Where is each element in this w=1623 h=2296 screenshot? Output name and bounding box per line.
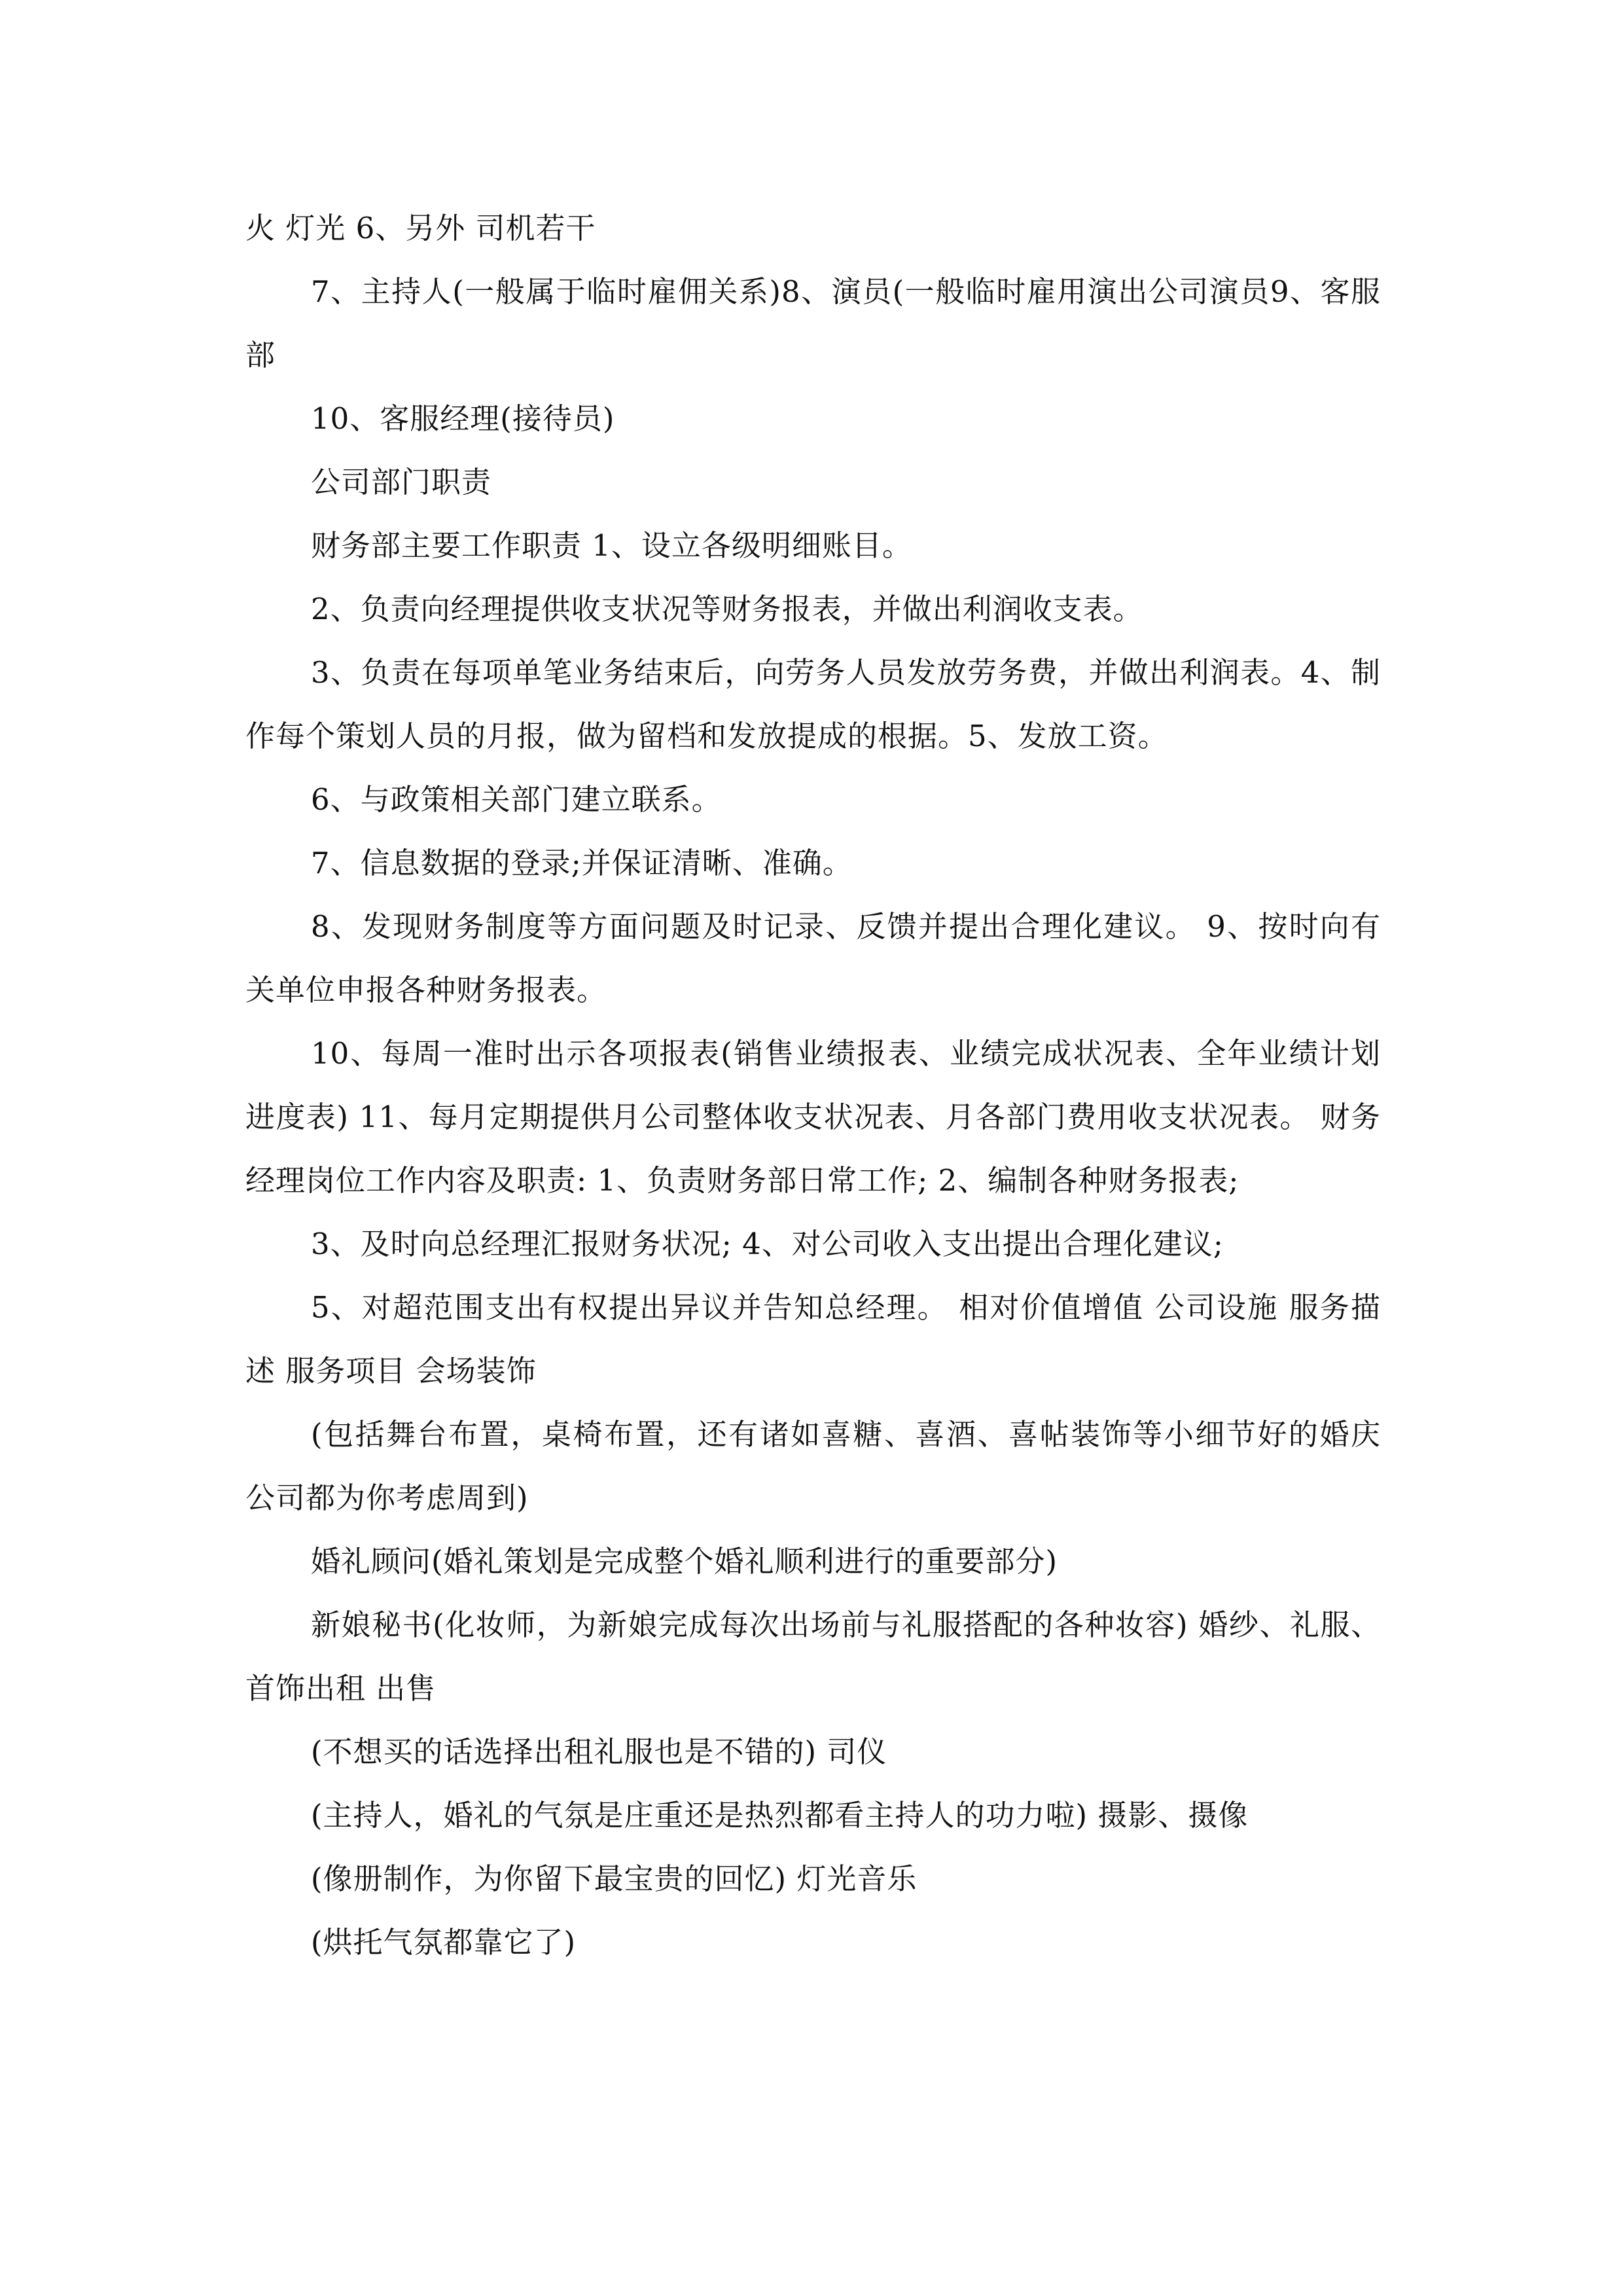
paragraph-3: 10、客服经理(接待员) bbox=[311, 401, 615, 436]
paragraph-20: (烘托气氛都靠它了) bbox=[311, 1925, 577, 1960]
paragraph-14: (包括舞台布置，桌椅布置，还有诸如喜糖、喜酒、喜帖装饰等小细节好的婚庆 公司都为你考虑周到) bbox=[245, 1417, 1381, 1515]
paragraph-16: 新娘秘书(化妆师，为新娘完成每次出场前与礼服搭配的各种妆容) 婚纱、礼服、首饰出租 出售 bbox=[245, 1607, 1381, 1706]
paragraph-15: 婚礼顾问(婚礼策划是完成整个婚礼顺利进行的重要部分) bbox=[311, 1544, 1058, 1579]
paragraph-7: 3、负责在每项单笔业务结束后，向劳务人员发放劳务费，并做出利润表。4、制作每个策划人员的月报，做为留档和发放提成的根据。5、发放工资。 bbox=[245, 655, 1381, 753]
paragraph-11: 10、每周一准时出示各项报表(销售业绩报表、业绩完成状况表、全年业绩计划进度表) 11、每月定期提供月公司整体收支状况表、月各部门费用收支状况表。 财务经理岗位工作内容及职责: 1、负责财务部日常工作; 2、编制各种财务报表; bbox=[245, 1036, 1381, 1198]
paragraph-13: 5、对超范围支出有权提出异议并告知总经理。 相对价值增值 公司设施 服务描述 服务项目 会场装饰 bbox=[245, 1290, 1381, 1388]
paragraph-12: 3、及时向总经理汇报财务状况; 4、对公司收入支出提出合理化建议; bbox=[311, 1227, 1224, 1261]
document-body bbox=[245, 196, 1381, 1974]
paragraph-10: 8、发现财务制度等方面问题及时记录、反馈并提出合理化建议。 9、按时向有关单位申报各种财务报表。 bbox=[245, 909, 1381, 1007]
paragraph-17: (不想买的话选择出租礼服也是不错的) 司仪 bbox=[311, 1734, 887, 1769]
paragraph-4: 公司部门职责 bbox=[311, 465, 492, 499]
paragraph-5: 财务部主要工作职责 1、设立各级明细账目。 bbox=[311, 528, 912, 563]
paragraph-6: 2、负责向经理提供收支状况等财务报表，并做出利润收支表。 bbox=[311, 592, 1143, 626]
paragraph-2: 7、主持人(一般属于临时雇佣关系)8、演员(一般临时雇用演出公司演员9、客服部 bbox=[245, 274, 1381, 372]
paragraph-19: (像册制作，为你留下最宝贵的回忆) 灯光音乐 bbox=[311, 1861, 918, 1896]
paragraph-1: 火 灯光 6、另外 司机若干 bbox=[245, 211, 596, 245]
paragraph-18: (主持人，婚礼的气氛是庄重还是热烈都看主持人的功力啦) 摄影、摄像 bbox=[311, 1798, 1249, 1833]
paragraph-9: 7、信息数据的登录;并保证清晰、准确。 bbox=[311, 846, 853, 880]
paragraph-8: 6、与政策相关部门建立联系。 bbox=[311, 782, 722, 817]
